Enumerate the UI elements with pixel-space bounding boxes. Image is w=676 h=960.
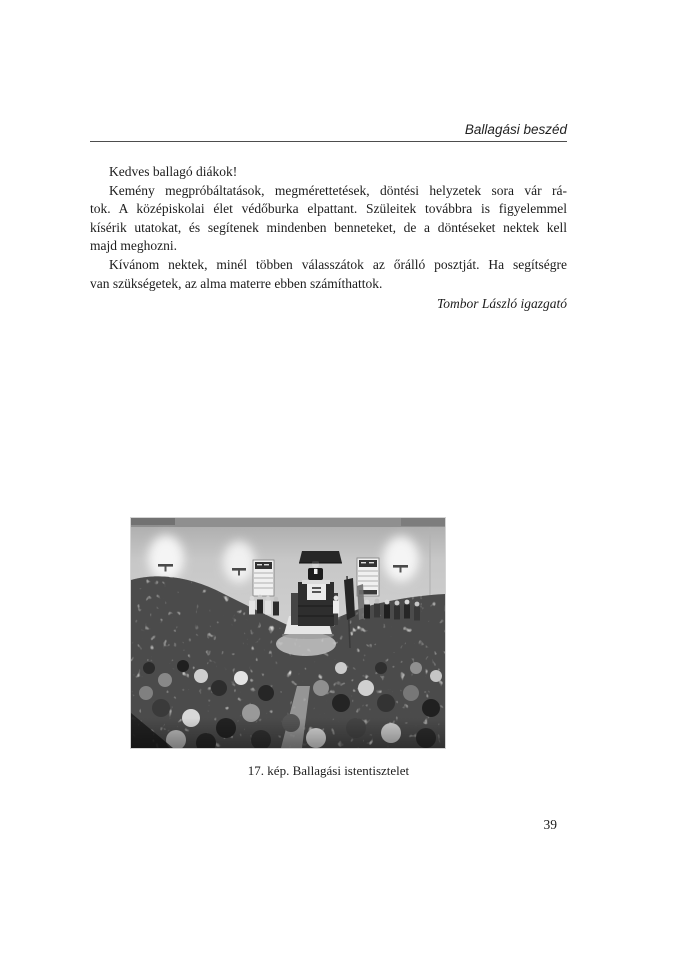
signature-line: Tombor László igazgató bbox=[436, 296, 567, 311]
body-line: tok. A középiskolai élet védőburka elpattant. Szüleitek továbbra is figyelemmel bbox=[90, 201, 567, 217]
hymn-board-left bbox=[253, 560, 274, 596]
body-line: van szükségetek, az alma materre ebben számíthattok. bbox=[90, 275, 383, 291]
wall-lamp-right bbox=[383, 536, 419, 582]
wall-lamp-middle bbox=[223, 541, 255, 583]
body-line: kísérik utatokat, és segítenek mindenben benneteket, de a döntéseket nektek kell bbox=[90, 219, 567, 235]
figure-photo-graduation-service bbox=[130, 517, 446, 749]
wall-lamp-left bbox=[148, 535, 184, 581]
header-rule bbox=[90, 141, 567, 142]
photo-shading bbox=[131, 713, 445, 748]
page-number: 39 bbox=[543, 817, 557, 832]
body-line: Kemény megpróbáltatások, megmérettetések, döntési helyzetek sora vár rá- bbox=[109, 182, 567, 198]
photo-canvas bbox=[131, 518, 445, 748]
body-line: Kedves ballagó diákok! bbox=[109, 164, 238, 179]
running-header bbox=[90, 121, 567, 138]
figure-caption: 17. kép. Ballagási istentisztelet bbox=[247, 763, 410, 778]
running-header-title: Ballagási beszéd bbox=[464, 122, 567, 137]
body-line: Kívánom nektek, minél többen válasszátok az őrálló posztját. Ha segítségre bbox=[109, 256, 567, 272]
pulpit bbox=[291, 580, 338, 626]
pulpit-canopy bbox=[299, 551, 342, 563]
body-text bbox=[90, 163, 567, 293]
body-line: majd meghozni. bbox=[90, 238, 177, 254]
